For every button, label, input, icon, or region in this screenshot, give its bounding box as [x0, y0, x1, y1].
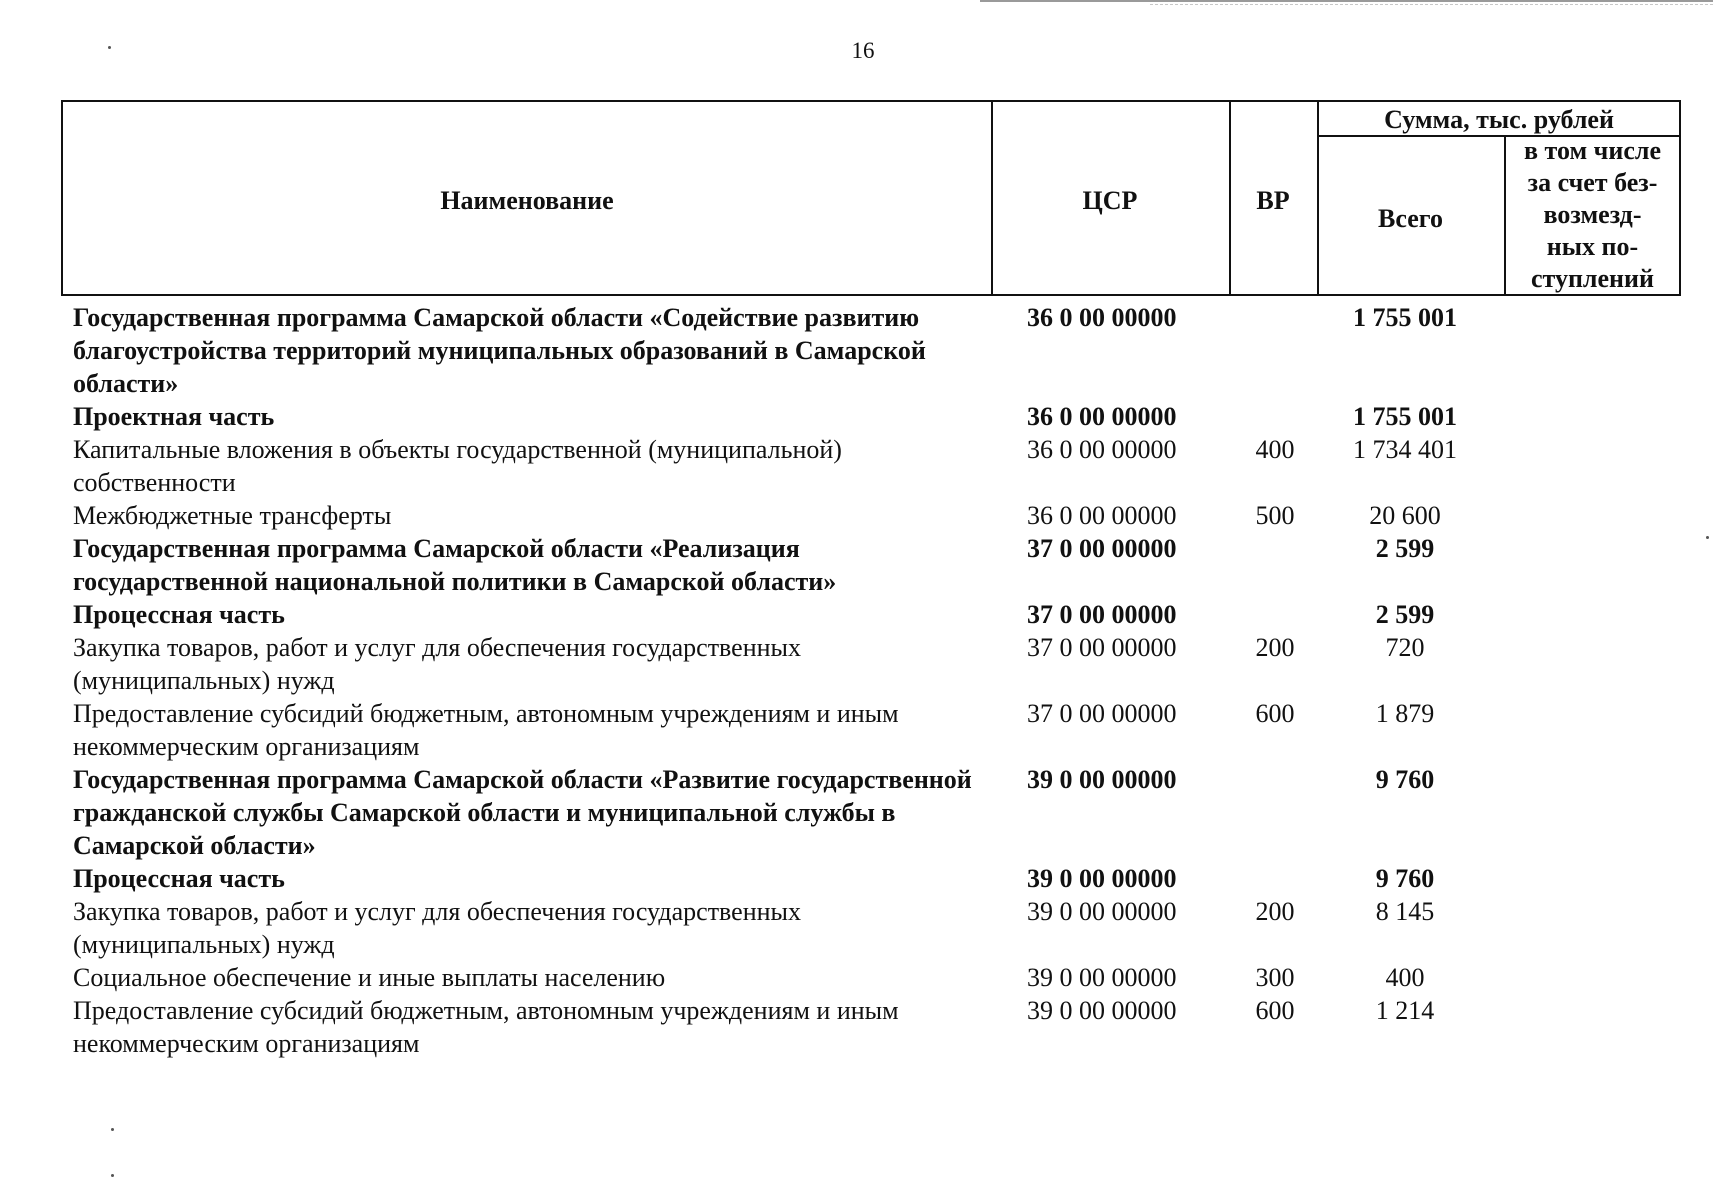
- row-name: Капитальные вложения в объекты государственной (муниципальной) собственности: [73, 435, 842, 497]
- row-total: 1 879: [1375, 699, 1435, 728]
- row-name: Государственная программа Самарской области «Содействие развитию благоустройства территорий муниципальных образований в Самарской области»: [73, 303, 926, 398]
- row-csr: 39 0 00 00000: [1027, 996, 1177, 1025]
- table-row: [0, 301, 1713, 400]
- row-csr: 37 0 00 00000: [1027, 633, 1177, 662]
- row-total: 20 600: [1369, 501, 1441, 530]
- header-name: Наименование: [440, 186, 614, 215]
- row-csr: 36 0 00 00000: [1027, 303, 1177, 332]
- row-name: Предоставление субсидий бюджетным, автономным учреждениям и иным некоммерческим организациям: [73, 699, 899, 761]
- scan-edge-line-faint: [1150, 4, 1713, 5]
- row-csr: 37 0 00 00000: [1027, 699, 1177, 728]
- row-total: 720: [1385, 633, 1425, 662]
- row-csr: 39 0 00 00000: [1027, 963, 1177, 992]
- header-grants-line: возмезд-: [1543, 200, 1642, 229]
- row-name: Проектная часть: [73, 402, 275, 431]
- table-header: [61, 100, 1681, 296]
- row-vr: 400: [1255, 435, 1295, 464]
- row-vr: 200: [1255, 633, 1295, 662]
- table-row: [0, 994, 1713, 1060]
- header-grants-line: ступлений: [1530, 264, 1655, 293]
- scan-speck: [111, 1174, 114, 1177]
- row-name: Закупка товаров, работ и услуг для обеспечения государственных (муниципальных) нужд: [73, 633, 802, 695]
- row-csr: 39 0 00 00000: [1027, 864, 1177, 893]
- table-row: [0, 697, 1713, 763]
- table-row: [0, 598, 1713, 631]
- row-vr: 200: [1255, 897, 1295, 926]
- header-csr: ЦСР: [1082, 186, 1138, 215]
- row-name: Процессная часть: [73, 600, 285, 629]
- row-vr: 500: [1255, 501, 1295, 530]
- scan-speck: [111, 1128, 114, 1131]
- row-total: 9 760: [1375, 765, 1435, 794]
- row-vr: 600: [1255, 996, 1295, 1025]
- row-csr: 37 0 00 00000: [1027, 534, 1177, 563]
- row-total: 1 214: [1375, 996, 1435, 1025]
- table-row: [0, 961, 1713, 994]
- table-body: [0, 301, 1713, 1060]
- row-name: Закупка товаров, работ и услуг для обеспечения государственных (муниципальных) нужд: [73, 897, 802, 959]
- header-total: Всего: [1378, 204, 1443, 233]
- table-row: [0, 763, 1713, 862]
- row-total: 9 760: [1375, 864, 1435, 893]
- row-csr: 36 0 00 00000: [1027, 435, 1177, 464]
- row-total: 400: [1385, 963, 1425, 992]
- header-grants-line: за счет без-: [1527, 168, 1658, 197]
- row-vr: 300: [1255, 963, 1295, 992]
- row-total: 2 599: [1375, 600, 1435, 629]
- row-name: Межбюджетные трансферты: [73, 501, 392, 530]
- row-vr: 600: [1255, 699, 1295, 728]
- header-grants-line: в том числе: [1524, 136, 1661, 165]
- header-vr: ВР: [1256, 186, 1290, 215]
- table-row: [0, 532, 1713, 598]
- row-total: 1 755 001: [1353, 303, 1457, 332]
- table-row: [0, 400, 1713, 433]
- row-name: Социальное обеспечение и иные выплаты населению: [73, 963, 666, 992]
- row-total: 8 145: [1375, 897, 1435, 926]
- table-row: [0, 895, 1713, 961]
- row-csr: 37 0 00 00000: [1027, 600, 1177, 629]
- header-grants: [1504, 135, 1681, 295]
- row-csr: 39 0 00 00000: [1027, 765, 1177, 794]
- table-row: [0, 631, 1713, 697]
- scan-edge-line: [980, 0, 1713, 2]
- row-total: 1 734 401: [1353, 435, 1457, 464]
- table-row: [0, 433, 1713, 499]
- row-name: Государственная программа Самарской области «Развитие государственной гражданской службы Самарской области и муниципальной службы в Самарской области»: [73, 765, 972, 860]
- row-total: 2 599: [1375, 534, 1435, 563]
- scan-speck: [108, 46, 111, 49]
- row-name: Процессная часть: [73, 864, 285, 893]
- row-csr: 36 0 00 00000: [1027, 402, 1177, 431]
- row-name: Предоставление субсидий бюджетным, автономным учреждениям и иным некоммерческим организациям: [73, 996, 899, 1058]
- row-csr: 36 0 00 00000: [1027, 501, 1177, 530]
- table-row: [0, 499, 1713, 532]
- header-grants-line: ных по-: [1546, 232, 1639, 261]
- row-csr: 39 0 00 00000: [1027, 897, 1177, 926]
- row-name: Государственная программа Самарской области «Реализация государственной национальной политики в Самарской области»: [73, 534, 837, 596]
- row-total: 1 755 001: [1353, 402, 1457, 431]
- page-number: 16: [851, 38, 875, 63]
- header-sum-group: Сумма, тыс. рублей: [1384, 105, 1614, 134]
- table-row: [0, 862, 1713, 895]
